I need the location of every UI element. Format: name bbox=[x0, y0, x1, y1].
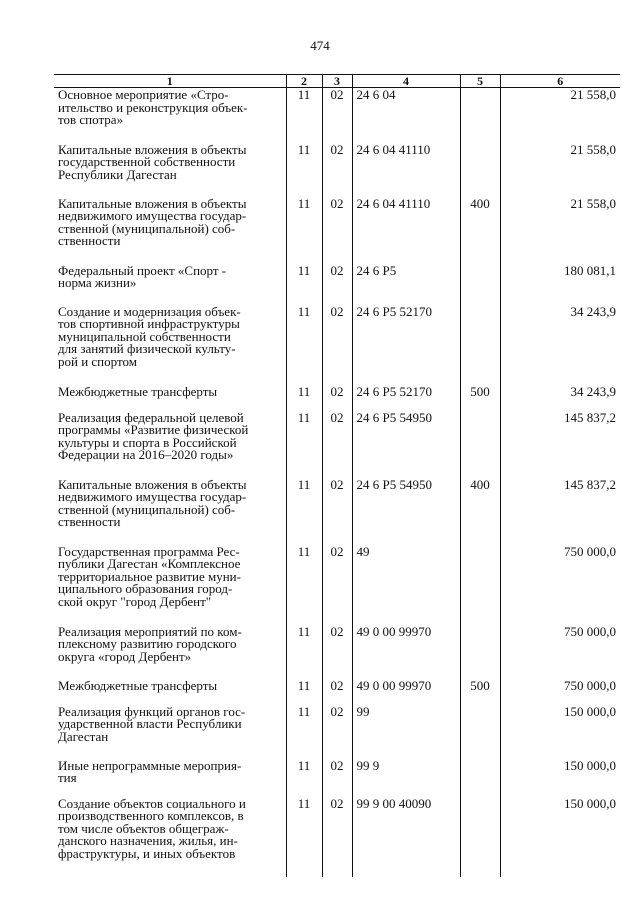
row-subsection: 02 bbox=[322, 759, 352, 797]
table-row bbox=[54, 797, 620, 877]
row-section: 11 bbox=[286, 797, 322, 877]
row-description: Межбюджетные трансферты bbox=[58, 677, 218, 693]
column-header: 2 bbox=[286, 75, 322, 88]
row-target-code: 24 6 P5 bbox=[352, 264, 460, 305]
row-target-code: 24 6 04 41110 bbox=[352, 197, 460, 264]
row-description: Капитальные вложения в объекты недвижимого имущества государ- ственной (муниципальной) соб- ственности bbox=[58, 195, 247, 249]
row-section: 11 bbox=[286, 385, 322, 411]
row-expense-type bbox=[460, 264, 500, 305]
row-target-code: 24 6 04 41110 bbox=[352, 143, 460, 197]
row-description: Реализация федеральной целевой программы «Развитие физической культуры и спорта в Российской Федерации на 2016–2020 годы» bbox=[58, 409, 249, 463]
row-amount: 145 837,2 bbox=[500, 411, 620, 478]
column-header: 4 bbox=[352, 75, 460, 88]
row-subsection: 02 bbox=[322, 545, 352, 625]
row-amount: 150 000,0 bbox=[500, 759, 620, 797]
row-target-code: 99 bbox=[352, 705, 460, 759]
budget-table bbox=[54, 74, 620, 877]
row-expense-type bbox=[460, 143, 500, 197]
table-row bbox=[54, 143, 620, 197]
table-row bbox=[54, 625, 620, 679]
row-expense-type bbox=[460, 545, 500, 625]
row-expense-type: 400 bbox=[460, 197, 500, 264]
row-section: 11 bbox=[286, 305, 322, 385]
row-description: Капитальные вложения в объекты государственной собственности Республики Дагестан bbox=[58, 141, 247, 182]
row-amount: 750 000,0 bbox=[500, 545, 620, 625]
row-subsection: 02 bbox=[322, 88, 352, 143]
table-row bbox=[54, 88, 620, 143]
table-row bbox=[54, 759, 620, 797]
row-amount: 34 243,9 bbox=[500, 385, 620, 411]
row-section: 11 bbox=[286, 88, 322, 143]
row-expense-type: 400 bbox=[460, 478, 500, 545]
table-row bbox=[54, 705, 620, 759]
row-section: 11 bbox=[286, 679, 322, 705]
row-subsection: 02 bbox=[322, 679, 352, 705]
row-target-code: 99 9 bbox=[352, 759, 460, 797]
row-amount: 34 243,9 bbox=[500, 305, 620, 385]
table-row bbox=[54, 411, 620, 478]
row-description: Иные непрограммные мероприя- тия bbox=[58, 757, 242, 786]
column-header: 3 bbox=[322, 75, 352, 88]
row-section: 11 bbox=[286, 143, 322, 197]
row-target-code: 24 6 04 bbox=[352, 88, 460, 143]
table-row bbox=[54, 679, 620, 705]
row-expense-type: 500 bbox=[460, 385, 500, 411]
row-expense-type bbox=[460, 759, 500, 797]
row-subsection: 02 bbox=[322, 705, 352, 759]
row-description: Создание и модернизация объек- тов спортивной инфраструктуры муниципальной собственности для занятий физической культу- рой и спортом bbox=[58, 303, 241, 369]
row-amount: 21 558,0 bbox=[500, 143, 620, 197]
row-section: 11 bbox=[286, 759, 322, 797]
row-subsection: 02 bbox=[322, 411, 352, 478]
row-description: Государственная программа Рес- публики Дагестан «Комплексное территориальное развитие муни- ципального образования город- ской округ "город Дербент" bbox=[58, 543, 241, 609]
row-target-code: 24 6 P5 52170 bbox=[352, 305, 460, 385]
row-section: 11 bbox=[286, 264, 322, 305]
row-subsection: 02 bbox=[322, 264, 352, 305]
table-row bbox=[54, 264, 620, 305]
row-amount: 180 081,1 bbox=[500, 264, 620, 305]
row-expense-type bbox=[460, 305, 500, 385]
row-description: Капитальные вложения в объекты недвижимого имущества государ- ственной (муниципальной) соб- ственности bbox=[58, 476, 247, 530]
row-target-code: 24 6 P5 52170 bbox=[352, 385, 460, 411]
row-description: Основное мероприятие «Стро- ительство и реконструкция объек- тов спотра» bbox=[58, 87, 248, 128]
page-number: 474 bbox=[310, 38, 330, 53]
row-expense-type bbox=[460, 625, 500, 679]
row-expense-type bbox=[460, 797, 500, 877]
row-expense-type bbox=[460, 88, 500, 143]
row-subsection: 02 bbox=[322, 197, 352, 264]
row-target-code: 49 bbox=[352, 545, 460, 625]
row-target-code: 24 6 P5 54950 bbox=[352, 478, 460, 545]
row-expense-type: 500 bbox=[460, 679, 500, 705]
row-subsection: 02 bbox=[322, 625, 352, 679]
header-row bbox=[54, 75, 620, 88]
row-subsection: 02 bbox=[322, 385, 352, 411]
row-description: Реализация функций органов гос- ударственной власти Республики Дагестан bbox=[58, 703, 246, 744]
row-amount: 750 000,0 bbox=[500, 625, 620, 679]
column-header: 6 bbox=[500, 75, 620, 88]
row-amount: 150 000,0 bbox=[500, 797, 620, 877]
row-target-code: 24 6 P5 54950 bbox=[352, 411, 460, 478]
row-subsection: 02 bbox=[322, 143, 352, 197]
row-description: Реализация мероприятий по ком- плексному развитию городского округа «город Дербент» bbox=[58, 623, 242, 664]
row-target-code: 49 0 00 99970 bbox=[352, 625, 460, 679]
row-section: 11 bbox=[286, 625, 322, 679]
row-amount: 750 000,0 bbox=[500, 679, 620, 705]
row-amount: 145 837,2 bbox=[500, 478, 620, 545]
row-description: Создание объектов социального и производственного комплексов, в том числе объектов общеграж- данского назначения, жилья, ин- фраструктуры, и иных объектов bbox=[58, 795, 246, 861]
row-section: 11 bbox=[286, 197, 322, 264]
row-expense-type bbox=[460, 411, 500, 478]
row-subsection: 02 bbox=[322, 797, 352, 877]
row-expense-type bbox=[460, 705, 500, 759]
row-section: 11 bbox=[286, 478, 322, 545]
row-description: Федеральный проект «Спорт - норма жизни» bbox=[58, 262, 227, 291]
table-row bbox=[54, 197, 620, 264]
row-amount: 150 000,0 bbox=[500, 705, 620, 759]
row-section: 11 bbox=[286, 411, 322, 478]
table-row bbox=[54, 305, 620, 385]
row-target-code: 99 9 00 40090 bbox=[352, 797, 460, 877]
table-row bbox=[54, 385, 620, 411]
column-header: 1 bbox=[54, 75, 286, 88]
table-row bbox=[54, 545, 620, 625]
row-subsection: 02 bbox=[322, 478, 352, 545]
row-subsection: 02 bbox=[322, 305, 352, 385]
row-amount: 21 558,0 bbox=[500, 88, 620, 143]
row-amount: 21 558,0 bbox=[500, 197, 620, 264]
table-row bbox=[54, 478, 620, 545]
row-target-code: 49 0 00 99970 bbox=[352, 679, 460, 705]
row-section: 11 bbox=[286, 705, 322, 759]
row-description: Межбюджетные трансферты bbox=[58, 383, 218, 399]
row-section: 11 bbox=[286, 545, 322, 625]
column-header: 5 bbox=[460, 75, 500, 88]
